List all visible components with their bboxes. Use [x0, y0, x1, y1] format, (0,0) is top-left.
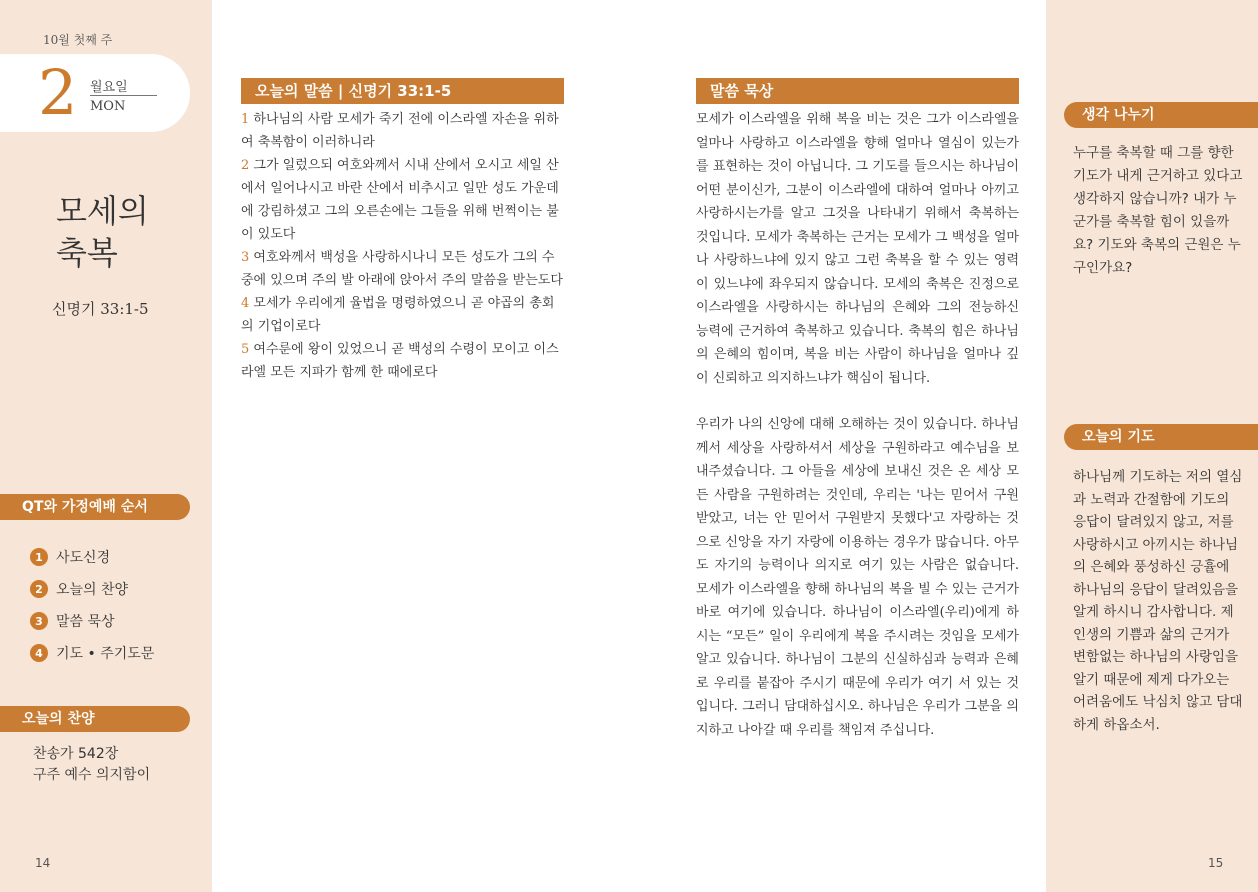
- date-number: 2: [38, 56, 78, 129]
- step-label: 사도신경: [56, 550, 111, 566]
- hymn-info: [33, 744, 150, 786]
- list-item: [30, 605, 154, 637]
- week-label: 10월 첫째 주: [43, 33, 113, 47]
- qt-steps-list: [30, 541, 154, 669]
- weekday-english: MON: [90, 99, 126, 114]
- step-number-badge: 4: [30, 644, 48, 662]
- today-prayer-text: 하나님께 기도하는 저의 열심과 노력과 간절함에 기도의 응답이 달려있지 않고, 저를 사랑하시고 아끼시는 하나님의 은혜와 풍성하신 긍휼에 하나님의 응답이 달려있음을 알게 하시니 감사합니다. 제 인생의 기쁨과 삶의 근거가 변함없는 하나님의 사랑임을 알기 때문에 제게 다가오는 어려움에도 낙심치 않고 담대하게 하옵소서.: [1073, 469, 1243, 733]
- list-item: [30, 573, 154, 605]
- verse: [241, 246, 564, 292]
- verse-text: 여수룬에 왕이 있었으니 곧 백성의 수령이 모이고 이스라엘 모든 지파가 함께 한 때에로다: [241, 342, 559, 380]
- verse-text: 여호와께서 백성을 사랑하시나니 모든 성도가 그의 수중에 있으며 주의 발 아래에 앉아서 주의 말씀을 받는도다: [241, 250, 563, 288]
- verse-number: 4: [241, 296, 250, 311]
- verse-number: 2: [241, 158, 250, 173]
- today-word-label: 오늘의 말씀 | 신명기 33:1-5: [241, 78, 564, 104]
- meditation-paragraph: 우리가 나의 신앙에 대해 오해하는 것이 있습니다. 하나님께서 세상을 사랑하셔서 세상을 구원하라고 예수님을 보내주셨습니다. 그 아들을 세상에 보내신 것은 온 세상 모든 사람을 구원하려는 것인데, 우리는 '나는 믿어서 구원 받았고, 너는 안 믿어서 구원받지 못했다'고 자랑하는 것으로 신앙을 자기 자랑에 이용하는 경우가 많습니다. 아무도 자기의 능력이나 의지로 여기 있는 사람은 없습니다. 모세가 이스라엘을 향해 하나님의 복을 빌 수 있는 근거가 바로 여기에 있습니다. 하나님이 이스라엘(우리)에게 하시는 “모든” 일이 우리에게 복을 주시려는 것임을 모세가 알고 있습니다. 하나님이 그분의 신실하심과 능력과 은혜로 우리를 붙잡아 주시기 때문에 우리가 여기 서 있는 것입니다. 그러니 담대하십시오. 하나님은 우리가 그분을 의지하고 나아갈 때 우리를 책임져 주십니다.: [696, 417, 1019, 738]
- title-line: 모세의: [56, 192, 149, 230]
- meditation-text: [696, 108, 1019, 742]
- hymn-label: 오늘의 찬양: [0, 706, 190, 732]
- today-prayer-label: 오늘의 기도: [1064, 424, 1258, 450]
- verse-number: 1: [241, 112, 250, 127]
- page-number-right: 15: [1208, 856, 1224, 870]
- step-number-badge: 3: [30, 612, 48, 630]
- verse-number: 3: [241, 250, 250, 265]
- verse: [241, 292, 564, 338]
- verse: [241, 154, 564, 246]
- hymn-title: 구주 예수 의지함이: [33, 767, 151, 783]
- date-divider: [90, 95, 157, 96]
- step-label: 오늘의 찬양: [56, 582, 129, 598]
- weekday-korean: 월요일: [90, 80, 128, 95]
- step-label: 기도 • 주기도문: [56, 646, 155, 662]
- share-thoughts-label: 생각 나누기: [1064, 102, 1258, 128]
- list-item: [30, 637, 154, 669]
- verse-text: 그가 일렀으되 여호와께서 시내 산에서 오시고 세일 산에서 일어나시고 바란 산에서 비추시고 일만 성도 가운데에 강림하셨고 그의 오른손에는 그들을 위해 번쩍이는 불이 있도다: [241, 158, 559, 242]
- verse-text: 모세가 우리에게 율법을 명령하였으니 곧 야곱의 총회의 기업이로다: [241, 296, 555, 334]
- step-label: 말씀 묵상: [56, 614, 115, 630]
- page-title: [56, 190, 149, 274]
- hymn-number: 찬송가 542장: [33, 746, 119, 762]
- meditation-label: 말씀 묵상: [696, 78, 1019, 104]
- step-number-badge: 1: [30, 548, 48, 566]
- meditation-paragraph: 모세가 이스라엘을 위해 복을 비는 것은 그가 이스라엘을 얼마나 사랑하고 이스라엘을 향해 얼마나 열심이 있는가를 표현하는 것이 아닙니다. 그 기도를 들으시는 하나님이 어떤 분이신가, 그분이 이스라엘에 대하여 얼마나 아끼고 사랑하시는가를 알고 그것을 나타내기 위해서 축복하는 것입니다. 모세가 축복하는 근거는 모세가 그 백성을 얼마나 사랑하느냐에 있지 않고 그런 축복을 할 수 있는 영력이 있느냐에 좌우되지 않습니다. 모세의 축복은 진정으로 이스라엘을 사랑하시는 하나님의 은혜와 그의 전능하신 능력에 근거하여 축복하고 있습니다. 축복의 힘은 하나님의 은혜의 힘이며, 복을 비는 사람이 하나님을 얼마나 깊이 신뢰하고 의지하느냐가 핵심이 됩니다.: [696, 112, 1019, 386]
- step-number-badge: 2: [30, 580, 48, 598]
- list-item: [30, 541, 154, 573]
- verse-text: 하나님의 사람 모세가 죽기 전에 이스라엘 자손을 위하여 축복함이 이러하니라: [241, 112, 559, 150]
- scripture-reference: 신명기 33:1-5: [52, 300, 149, 318]
- page-number-left: 14: [35, 856, 51, 870]
- qt-order-label: QT와 가정예배 순서: [0, 494, 190, 520]
- title-line: 축복: [56, 234, 118, 272]
- share-thoughts-text: 누구를 축복할 때 그를 향한 기도가 내게 근거하고 있다고 생각하지 않습니까? 내가 누군가를 축복할 힘이 있을까요? 기도와 축복의 근원은 누구인가요?: [1073, 145, 1243, 276]
- verse: [241, 108, 564, 154]
- scripture-text: [241, 108, 564, 384]
- verse-number: 5: [241, 342, 250, 357]
- verse: [241, 338, 564, 384]
